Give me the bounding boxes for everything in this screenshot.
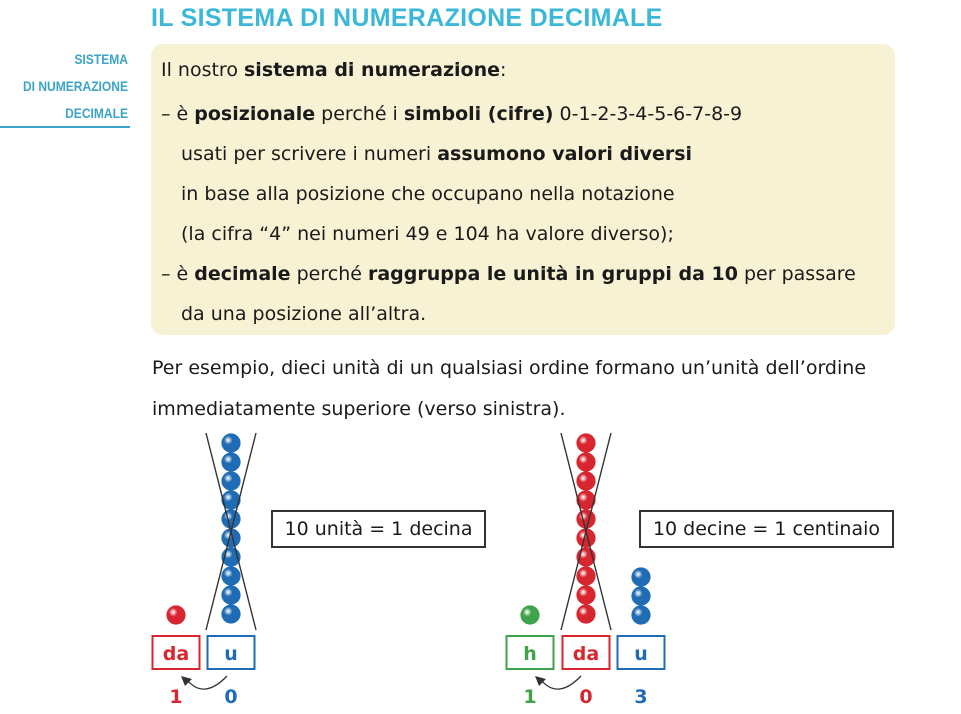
equation-box-right: 10 decine = 1 centinaio <box>639 510 894 548</box>
column-digit: 1 <box>169 686 183 708</box>
bead <box>521 606 540 625</box>
bead <box>222 510 241 529</box>
column-digit: 0 <box>579 686 593 708</box>
side-label-line: DI NUMERAZIONE <box>22 78 129 94</box>
bead <box>577 586 596 605</box>
column-label: da <box>162 643 190 665</box>
side-label-line: DECIMALE <box>65 105 128 121</box>
text-bold: assumono valori diversi <box>437 143 693 165</box>
bead <box>632 587 651 606</box>
box-point2-line2: da una posizione all’altra. <box>181 303 427 325</box>
text: Il nostro <box>161 59 244 81</box>
bead <box>632 606 651 625</box>
box-point1-line3: in base alla posizione che occupano nella notazione <box>181 183 675 205</box>
paragraph-line: immediatamente superiore (verso sinistra). <box>152 398 566 420</box>
text: per passare <box>737 263 856 285</box>
carry-arrow-head <box>181 676 192 686</box>
column-label: u <box>224 643 238 665</box>
text: – è <box>161 263 195 285</box>
bead <box>222 453 241 472</box>
column-digit: 3 <box>634 686 648 708</box>
bead <box>577 605 596 624</box>
text-bold: decimale <box>194 263 291 285</box>
bead <box>167 606 186 625</box>
text: – è <box>161 103 195 125</box>
bead <box>577 472 596 491</box>
paragraph-line: Per esempio, dieci unità di un qualsiasi ordine formano un’unità dell’ordine <box>152 357 867 379</box>
carry-arrow <box>187 676 227 689</box>
column-label: h <box>523 643 537 665</box>
carry-arrow <box>541 676 581 689</box>
column-digit: 1 <box>523 686 537 708</box>
text: perché i <box>315 103 404 125</box>
bead <box>577 567 596 586</box>
bead <box>222 567 241 586</box>
text: : <box>500 59 507 81</box>
bead <box>222 472 241 491</box>
bead <box>222 586 241 605</box>
equation-box-left: 10 unità = 1 decina <box>271 510 486 548</box>
bead <box>222 434 241 453</box>
text: usati per scrivere i numeri <box>181 143 438 165</box>
bead <box>222 605 241 624</box>
bead <box>632 568 651 587</box>
column-label: u <box>634 643 648 665</box>
bead <box>577 434 596 453</box>
text-bold: raggruppa le unità in gruppi da 10 <box>367 263 738 285</box>
column-digit: 0 <box>224 686 238 708</box>
text: perché <box>290 263 368 285</box>
text-bold: simboli (cifre) <box>403 103 554 125</box>
page-title: IL SISTEMA DI NUMERAZIONE DECIMALE <box>151 4 663 32</box>
box-point1-line4: (la cifra “4” nei numeri 49 e 104 ha valore diverso); <box>181 223 674 245</box>
side-label-line: SISTEMA <box>74 51 128 67</box>
column-label: da <box>572 643 600 665</box>
carry-arrow-head <box>535 676 546 686</box>
text-bold: posizionale <box>194 103 316 125</box>
bead <box>577 453 596 472</box>
text-bold: sistema di numerazione <box>244 59 501 81</box>
text: 0-1-2-3-4-5-6-7-8-9 <box>553 103 743 125</box>
bead <box>577 510 596 529</box>
